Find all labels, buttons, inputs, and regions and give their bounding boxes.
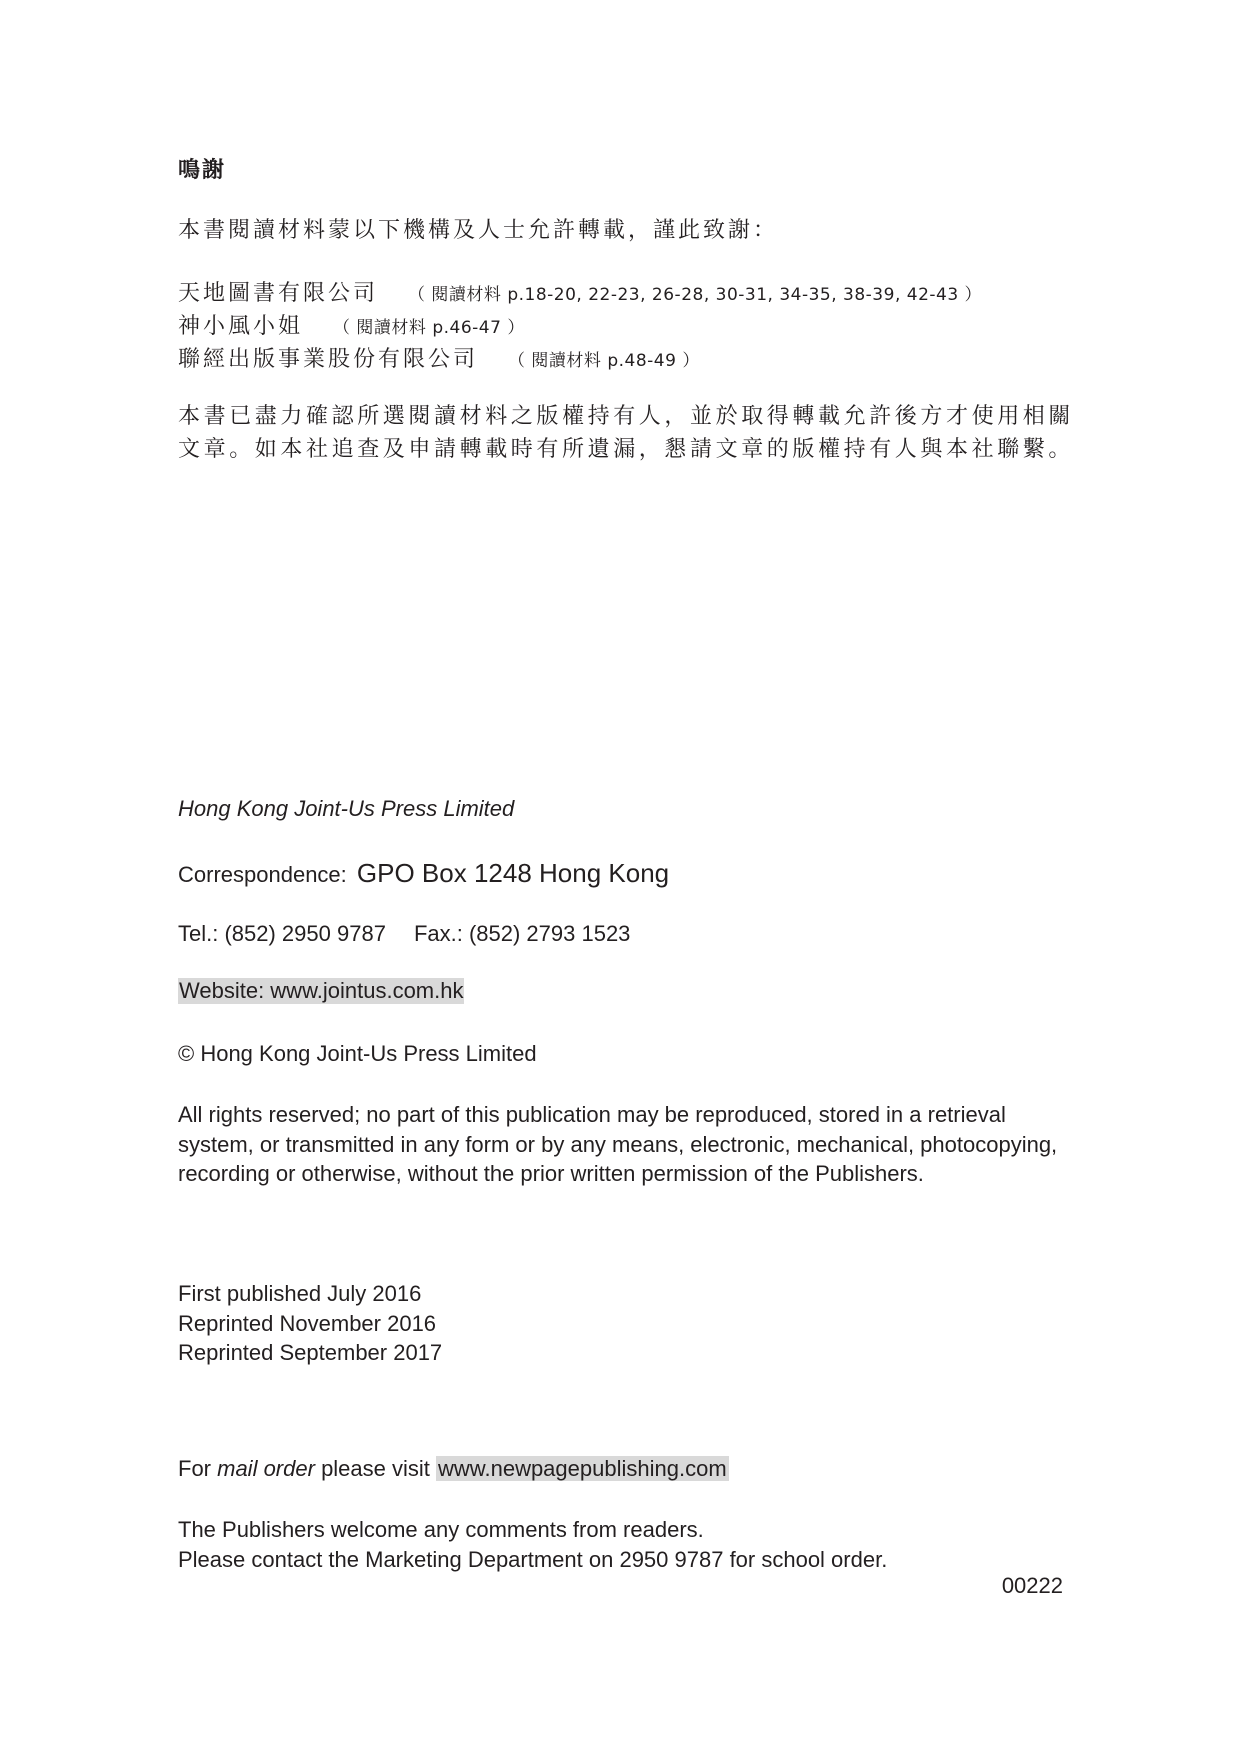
catalog-code: 00222: [1001, 1573, 1063, 1598]
credit-reference: （ 閱讀材料 p.18-20, 22-23, 26-28, 30-31, 34-35, 38-39, 42-43 ）: [408, 285, 983, 305]
copyright-notice: © Hong Kong Joint-Us Press Limited: [178, 1041, 537, 1066]
publication-history: [178, 1279, 442, 1368]
mail-order-prefix: For: [178, 1456, 211, 1481]
acknowledgements-heading: 鳴謝: [178, 158, 227, 183]
acknowledgements-intro: 本書閱讀材料蒙以下機構及人士允許轉載，謹此致謝：: [178, 218, 779, 243]
credit-reference: （ 閱讀材料 p.46-47 ）: [333, 318, 525, 338]
mail-order-link[interactable]: www.newpagepublishing.com: [438, 1456, 727, 1481]
credit-reference: （ 閱讀材料 p.48-49 ）: [508, 351, 700, 371]
rights-statement: All rights reserved; no part of this publication may be reproduced, stored in a retrieval system, or transmitted in any form or by any means, electronic, mechanical, photocopying, recording or otherwise, without the prior written permission of the Publishers.: [178, 1102, 1058, 1186]
credit-line: [178, 276, 982, 307]
correspondence-line: [178, 858, 669, 889]
credit-name: 天地圖書有限公司: [178, 281, 379, 306]
welcome-line: The Publishers welcome any comments from readers.: [178, 1517, 704, 1542]
credit-line: [178, 342, 700, 373]
correspondence-label: Correspondence:: [178, 862, 347, 887]
fax: Fax.: (852) 2793 1523: [413, 921, 631, 946]
mail-order-emphasis: mail order: [217, 1456, 315, 1481]
history-line: Reprinted November 2016: [178, 1310, 437, 1336]
publisher-contact-note: [178, 1515, 887, 1574]
telephone: Tel.: (852) 2950 9787: [178, 921, 386, 946]
website-link[interactable]: Website: www.jointus.com.hk: [179, 978, 464, 1003]
correspondence-address: GPO Box 1248 Hong Kong: [356, 858, 670, 888]
credit-name: 聯經出版事業股份有限公司: [178, 347, 479, 372]
mail-order-line: [178, 1456, 729, 1482]
credit-name: 神小風小姐: [178, 314, 304, 339]
credit-line: [178, 309, 525, 340]
acknowledgements-note: 本書已盡力確認所選閱讀材料之版權持有人，並於取得轉載允許後方才使用相關文章。如本社追查及申請轉載時有所遺漏，懇請文章的版權持有人與本社聯繫。: [178, 404, 1075, 462]
welcome-line: Please contact the Marketing Department on 2950 9787 for school order.: [178, 1546, 888, 1572]
contact-line: [178, 921, 630, 947]
history-line: Reprinted September 2017: [178, 1340, 443, 1365]
publisher-name: Hong Kong Joint-Us Press Limited: [178, 796, 515, 821]
history-line: First published July 2016: [178, 1281, 422, 1306]
mail-order-middle: please visit: [321, 1456, 430, 1481]
